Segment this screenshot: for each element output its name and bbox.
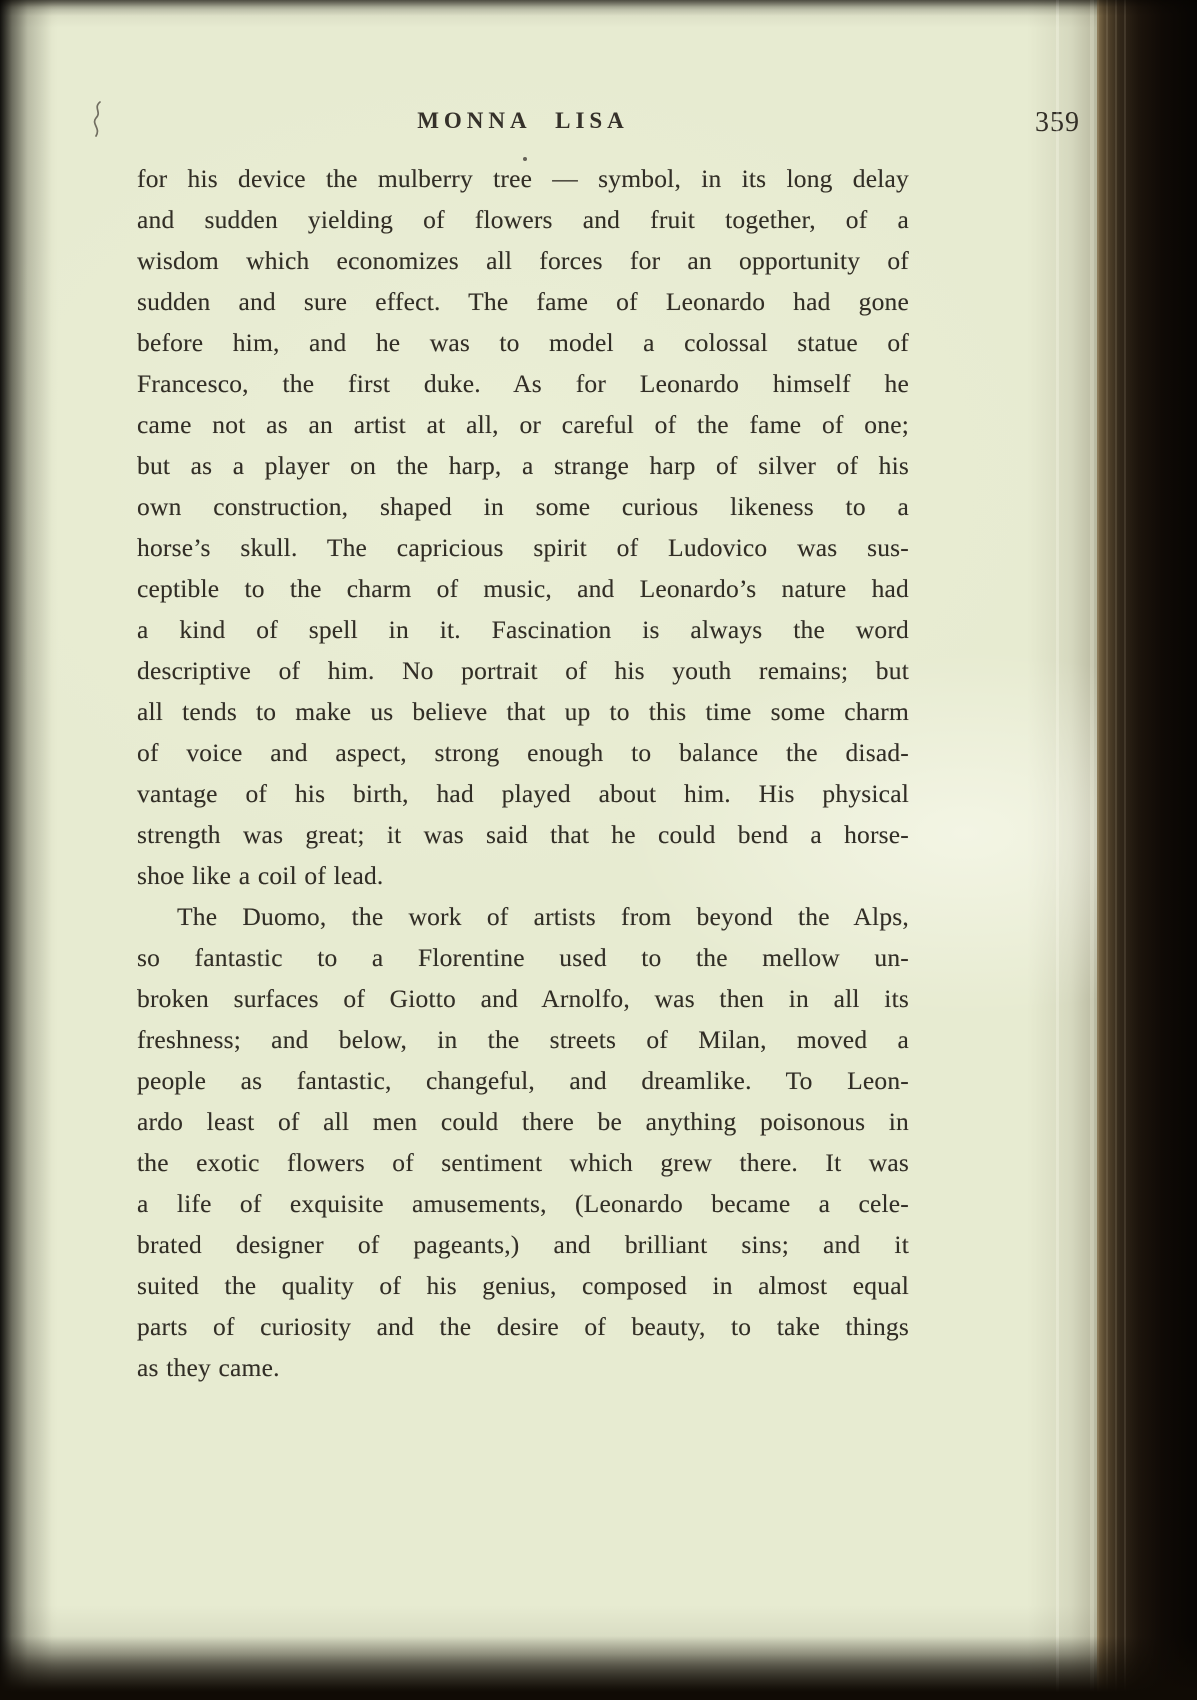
text-line: vantage of his birth, had played about him. His physical (137, 779, 909, 808)
book-edge-right (1097, 0, 1197, 1700)
text-line: descriptive of him. No portrait of his youth remains; but (137, 656, 909, 685)
text-line: so fantastic to a Florentine used to the mellow un- (137, 943, 909, 972)
text-line: of voice and aspect, strong enough to balance the disad- (137, 738, 909, 767)
text-line: people as fantastic, changeful, and dreamlike. To Leon- (137, 1066, 909, 1095)
text-line: before him, and he was to model a colossal statue of (137, 328, 909, 357)
running-title: MONNA LISA (417, 108, 629, 133)
text-line: own construction, shaped in some curious likeness to a (137, 492, 909, 521)
text-line: the exotic flowers of sentiment which grew there. It was (137, 1148, 909, 1177)
text-line: a life of exquisite amusements, (Leonardo became a cele- (137, 1189, 909, 1218)
text-line: ardo least of all men could there be anything poisonous in (137, 1107, 909, 1136)
text-line: but as a player on the harp, a strange harp of silver of his (137, 451, 909, 480)
page-edge-highlight (1090, 0, 1094, 1700)
text-line: a kind of spell in it. Fascination is always the word (137, 615, 909, 644)
text-line: wisdom which economizes all forces for an opportunity of (137, 246, 909, 275)
page-number: 359 (1035, 107, 1080, 138)
text-line: as they came. (137, 1353, 280, 1382)
text-line: for his device the mulberry tree — symbol, in its long delay (137, 164, 909, 193)
text-line: shoe like a coil of lead. (137, 861, 384, 890)
handwritten-mark (90, 100, 106, 145)
page-text (137, 158, 909, 1388)
text-line: The Duomo, the work of artists from beyond the Alps, (177, 902, 909, 931)
text-line: brated designer of pageants,) and brilliant sins; and it (137, 1230, 909, 1259)
text-line: ceptible to the charm of music, and Leonardo’s nature had (137, 574, 909, 603)
text-line: parts of curiosity and the desire of beauty, to take things (137, 1312, 909, 1341)
text-line: suited the quality of his genius, composed in almost equal (137, 1271, 909, 1300)
text-line: sudden and sure effect. The fame of Leonardo had gone (137, 287, 909, 316)
text-line: broken surfaces of Giotto and Arnolfo, was then in all its (137, 984, 909, 1013)
text-line: and sudden yielding of flowers and fruit together, of a (137, 205, 909, 234)
page-edge-highlight (1056, 0, 1059, 1700)
text-line: Francesco, the first duke. As for Leonardo himself he (137, 369, 909, 398)
text-line: all tends to make us believe that up to this time some charm (137, 697, 909, 726)
text-line: came not as an artist at all, or careful of the fame of one; (137, 410, 909, 439)
text-line: strength was great; it was said that he could bend a horse- (137, 820, 909, 849)
text-line: freshness; and below, in the streets of Milan, moved a (137, 1025, 909, 1054)
running-header (137, 108, 909, 134)
text-line: horse’s skull. The capricious spirit of Ludovico was sus- (137, 533, 909, 562)
